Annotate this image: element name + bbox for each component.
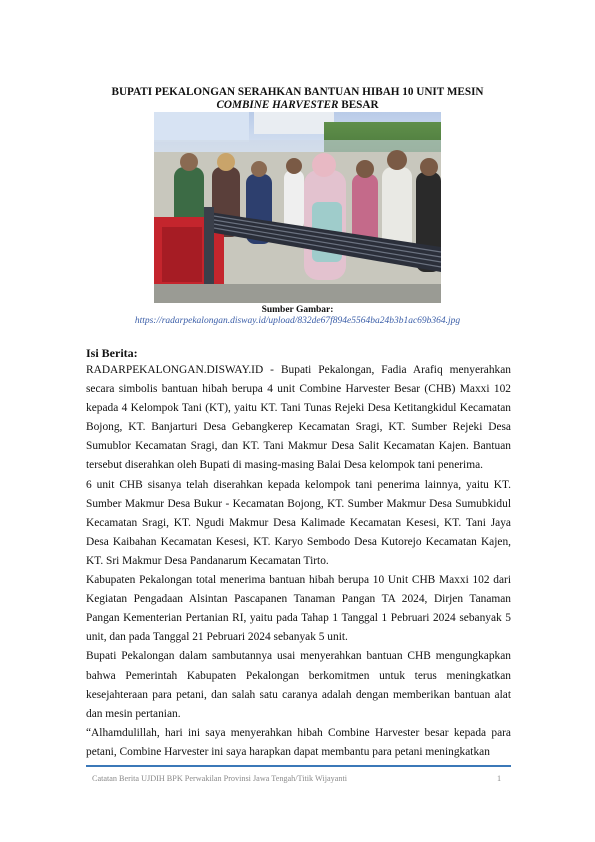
section-heading: Isi Berita: <box>86 346 138 360</box>
photo-source-link[interactable]: https://radarpekalongan.disway.id/upload/832de67f894e5564ba24b3b1ac69b364.jpg <box>134 316 461 326</box>
document-title-line1: BUPATI PEKALONGAN SERAHKAN BANTUAN HIBAH 10 UNIT MESIN <box>111 86 484 98</box>
article-paragraph: Bupati Pekalongan dalam sambutannya usai menyerahkan bantuan CHB mengungkapkan bahwa Pemerintah Kabupaten Pekalongan berkomitmen untuk terus meningkatkan kesejahteraan para petani, dan salah satu caranya adalah dengan memberikan bantuan alat dan mesin pertanian. <box>86 650 511 720</box>
article-paragraph: “Alhamdulillah, hari ini saya menyerahkan hibah Combine Harvester besar kepada para petani, Combine Harvester ini saya harapkan dapat membantu para petani meningkatkan <box>86 726 511 758</box>
footer-divider <box>86 765 511 767</box>
document-title-line2 <box>60 99 535 112</box>
title-italic-term: COMBINE HARVESTER <box>216 99 339 111</box>
article-paragraph: RADARPEKALONGAN.DISWAY.ID - Bupati Pekalongan, Fadia Arafiq menyerahkan secara simbolis bantuan hibah berupa 4 unit Combine Harvester Besar (CHB) Maxxi 102 kepada 4 Kelompok Tani (KT), yaitu KT. Tani Tunas Rejeki Desa Ketitangkidul Kecamatan Bojong, KT. Banjarturi Desa Gebangkerep Kecamatan Sragi, KT. Sumber Rejeki Desa Sumublor Kecamatan Sragi, dan KT. Tani Makmur Desa Salit Kecamatan Kajen. Bantuan tersebut diserahkan oleh Bupati di masing-masing Balai Desa kelompok tani penerima. <box>86 364 511 472</box>
news-photo <box>154 112 441 303</box>
footer-text: Catatan Berita UJDIH BPK Perwakilan Provinsi Jawa Tengah/Titik Wijayanti <box>92 774 348 783</box>
article-paragraph: Kabupaten Pekalongan total menerima bantuan hibah berupa 10 Unit CHB Maxxi 102 dari Kegiatan Pengadaan Alsintan Pascapanen Tanaman Pangan TA 2024, Dirjen Tanaman Pangan Kementerian Pertanian RI, yaitu pada Tahap 1 Tanggal 1 Pebruari 2024 sebanyak 5 unit, dan pada Tanggal 21 Pebruari 2024 sebanyak 5 unit. <box>86 574 511 644</box>
article-paragraph: 6 unit CHB sisanya telah diserahkan kepada kelompok tani penerima lainnya, yaitu KT. Sumber Makmur Desa Bukur - Kecamatan Bojong, KT. Sumber Makmur Desa Sumubkidul Kecamatan Sragi, KT. Ngudi Makmur Desa Kalimade Kecamatan Kesesi, KT. Tani Jaya Desa Kaibahan Kecamatan Kesesi, KT. Karyo Sembodo Desa Kutorejo Kecamatan Kajen, KT. Sri Makmur Desa Pandanarum Kecamatan Tirto. <box>86 478 511 567</box>
photo-source-label: Sumber Gambar: <box>261 305 334 315</box>
page-number: 1 <box>497 774 502 783</box>
title-line2-rest: BESAR <box>338 99 379 111</box>
article-body <box>86 361 511 762</box>
